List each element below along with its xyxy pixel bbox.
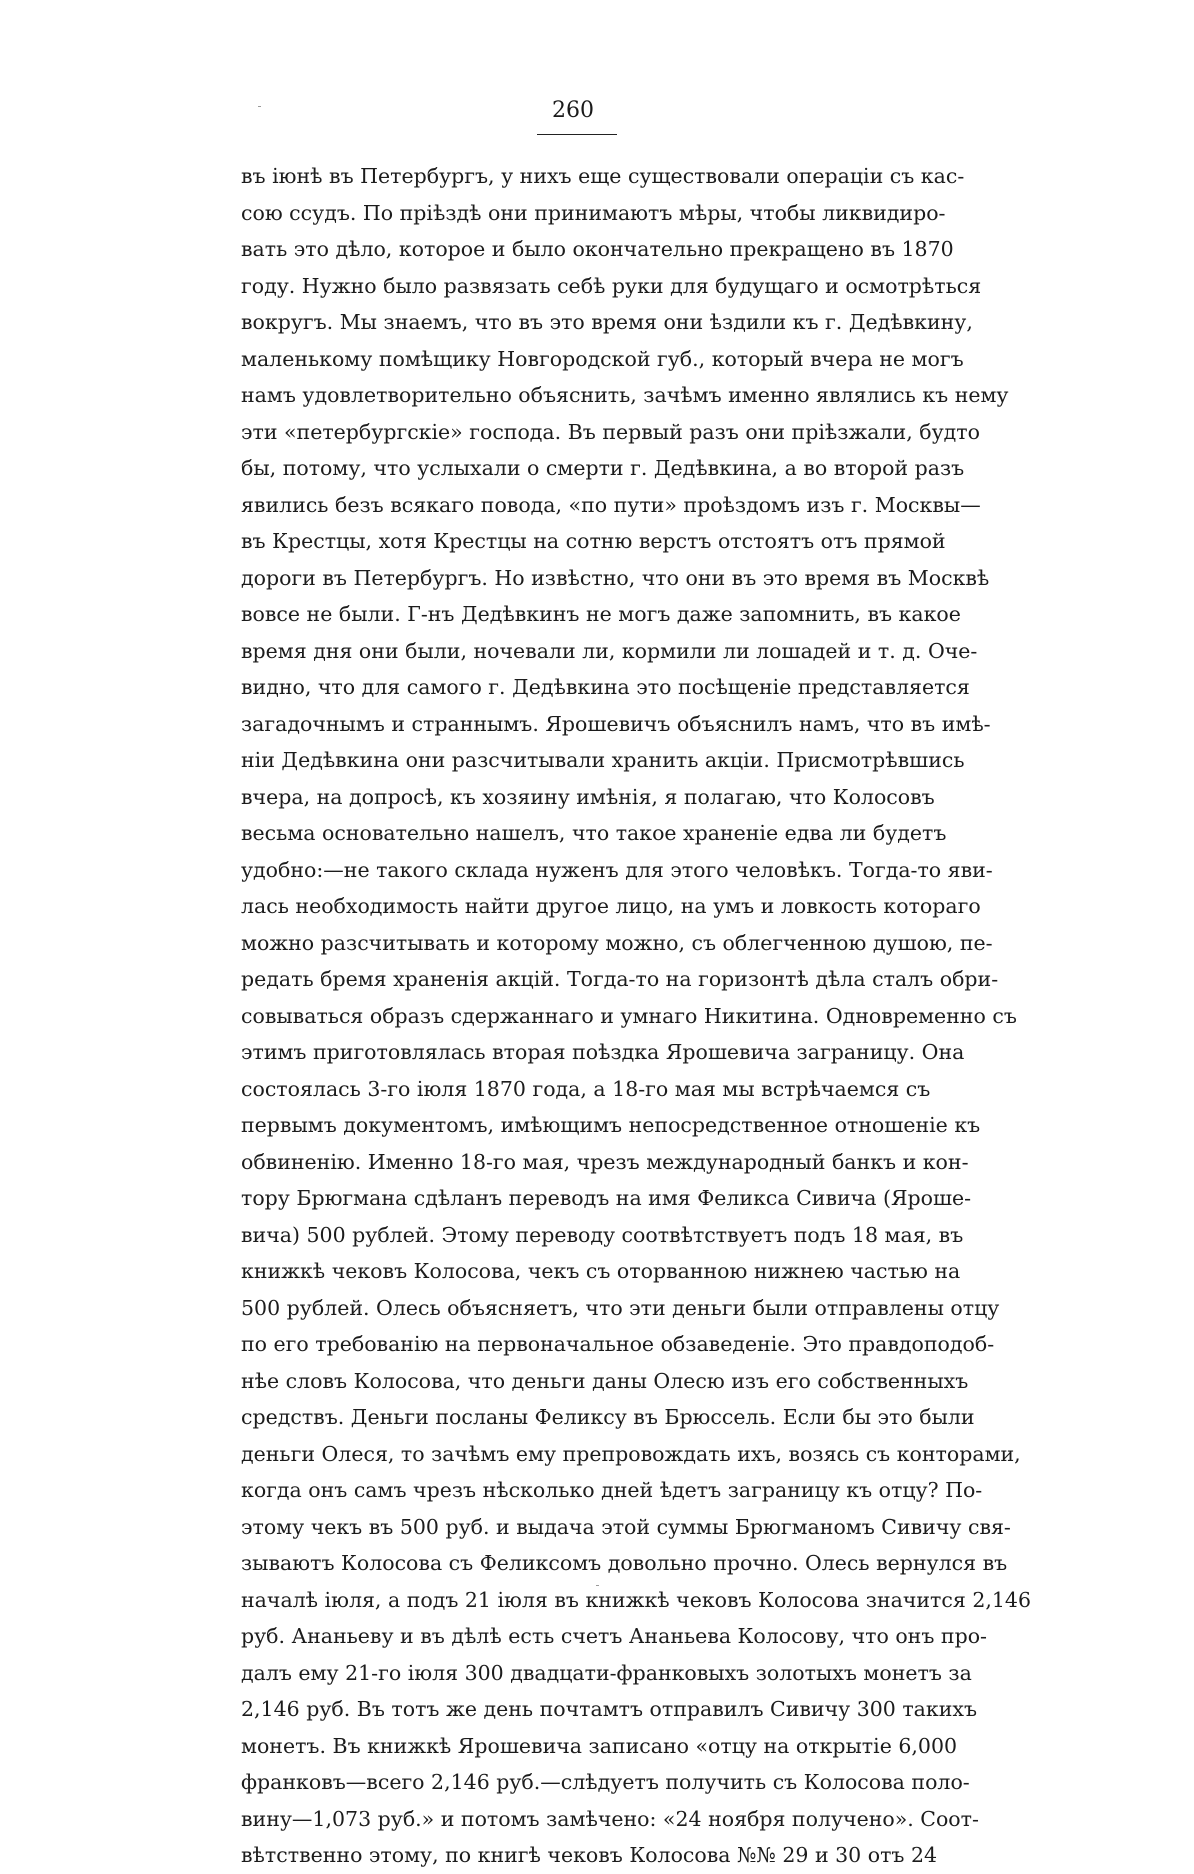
text-line: намъ удовлетворительно объяснить, зачѣмъ именно являлись къ нему (241, 383, 1009, 407)
text-line: монетъ. Въ книжкѣ Ярошевича записано «отцу на открытіе 6,000 (241, 1733, 958, 1758)
text-line: когда онъ самъ чрезъ нѣсколько дней ѣдетъ заграницу къ отцу? По- (241, 1478, 983, 1502)
text-line: состоялась 3-го іюля 1870 года, а 18-го мая мы встрѣчаемся съ (241, 1076, 931, 1101)
text-line: бы, потому, что услыхали о смерти г. Дедѣвкина, а во второй разъ (241, 456, 965, 480)
text-line: 500 рублей. Олесь объясняетъ, что эти деньги были отправлены отцу (241, 1295, 1000, 1320)
text-line: вину—1,073 руб.» и потомъ замѣчено: «24 ноября получено». Соот- (241, 1806, 979, 1831)
text-line: лась необходимость найти другое лицо, на умъ и ловкость котораго (241, 894, 981, 918)
text-line: въ Крестцы, хотя Крестцы на сотню верстъ отстоятъ отъ прямой (241, 529, 946, 553)
page-number: 260 (552, 98, 594, 123)
scan-speck (596, 1585, 599, 1586)
scan-speck (258, 106, 261, 107)
text-line: дороги въ Петербургъ. Но извѣстно, что они въ это время въ Москвѣ (241, 565, 990, 590)
text-line: ніи Дедѣвкина они разсчитывали хранить акціи. Присмотрѣвшись (241, 748, 965, 772)
body-text (241, 158, 1032, 1874)
text-line: маленькому помѣщику Новгородской губ., который вчера не могъ (241, 346, 964, 371)
text-line: 2,146 руб. Въ тотъ же день почтамтъ отправилъ Сивичу 300 такихъ (241, 1697, 977, 1721)
text-line: весьма основательно нашелъ, что такое храненіе едва ли будетъ (241, 821, 947, 845)
text-line: книжкѣ чековъ Колосова, чекъ съ оторванною нижнею частью на (241, 1259, 961, 1283)
text-line: вовсе не были. Г-нъ Дедѣвкинъ не могъ даже запомнить, въ какое (241, 602, 961, 626)
text-line: въ іюнѣ въ Петербургъ, у нихъ еще существовали операціи съ кас- (241, 164, 965, 188)
text-line: средствъ. Деньги посланы Феликсу въ Брюссель. Если бы это были (241, 1405, 975, 1429)
text-line: вчера, на допросѣ, къ хозяину имѣнія, я полагаю, что Колосовъ (241, 784, 935, 809)
text-line: этому чекъ въ 500 руб. и выдача этой суммы Брюгманомъ Сивичу свя- (241, 1514, 1011, 1539)
text-line: вать это дѣло, которое и было окончательно прекращено въ 1870 (241, 237, 954, 261)
text-line: нѣе словъ Колосова, что деньги даны Олесю изъ его собственныхъ (241, 1368, 969, 1393)
text-line: этимъ приготовлялась вторая поѣздка Ярошевича заграницу. Она (241, 1040, 965, 1064)
text-line: франковъ—всего 2,146 руб.—слѣдуетъ получить съ Колосова поло- (241, 1770, 970, 1794)
text-line: обвиненію. Именно 18-го мая, чрезъ международный банкъ и кон- (241, 1149, 969, 1174)
text-line: можно разсчитывать и которому можно, съ облегченною душою, пе- (241, 930, 993, 955)
text-line: году. Нужно было развязать себѣ руки для будущаго и осмотрѣться (241, 273, 982, 298)
text-line: совываться образъ сдержаннаго и умнаго Никитина. Одновременно съ (241, 1003, 1017, 1028)
text-line: сою ссудъ. По пріѣздѣ они принимаютъ мѣры, чтобы ликвидиро- (241, 200, 946, 225)
text-line: началѣ іюля, а подъ 21 іюля въ книжкѣ чековъ Колосова значится 2,146 (241, 1587, 1032, 1612)
text-line: зываютъ Колосова съ Феликсомъ довольно прочно. Олесь вернулся въ (241, 1551, 1008, 1575)
text-line: явились безъ всякаго повода, «по пути» проѣздомъ изъ г. Москвы— (241, 492, 981, 517)
text-line: первымъ документомъ, имѣющимъ непосредственное отношеніе къ (241, 1113, 981, 1137)
text-line: деньги Олеся, то зачѣмъ ему препровождать ихъ, возясь съ конторами, (241, 1441, 1021, 1466)
text-line: тору Брюгмана сдѣланъ переводъ на имя Феликса Сивича (Яроше- (241, 1186, 972, 1210)
text-line: загадочнымъ и страннымъ. Ярошевичъ объяснилъ намъ, что въ имѣ- (241, 711, 991, 736)
text-line: по его требованію на первоначальное обзаведеніе. Это правдоподоб- (241, 1332, 995, 1356)
text-line: эти «петербургскіе» господа. Въ первый разъ они пріѣзжали, будто (241, 419, 980, 444)
page-number-underline (537, 134, 617, 135)
text-line: вокругъ. Мы знаемъ, что въ это время они ѣздили къ г. Дедѣвкину, (241, 310, 973, 334)
text-line: удобно:—не такого склада нуженъ для этого человѣкъ. Тогда-то яви- (241, 857, 993, 882)
text-line: время дня они были, ночевали ли, кормили ли лошадей и т. д. Оче- (241, 638, 978, 663)
text-line: далъ ему 21-го іюля 300 двадцати-франковыхъ золотыхъ монетъ за (241, 1660, 972, 1685)
text-line: редать бремя храненія акцій. Тогда-то на горизонтѣ дѣла сталъ обри- (241, 967, 999, 991)
text-line: руб. Ананьеву и въ дѣлѣ есть счетъ Ананьева Колосову, что онъ про- (241, 1624, 987, 1648)
text-line: вѣтственно этому, по книгѣ чековъ Колосова №№ 29 и 30 отъ 24 (241, 1843, 938, 1867)
text-line: вича) 500 рублей. Этому переводу соотвѣтствуетъ подъ 18 мая, въ (241, 1222, 964, 1247)
text-line: видно, что для самого г. Дедѣвкина это посѣщеніе представляется (241, 675, 970, 699)
